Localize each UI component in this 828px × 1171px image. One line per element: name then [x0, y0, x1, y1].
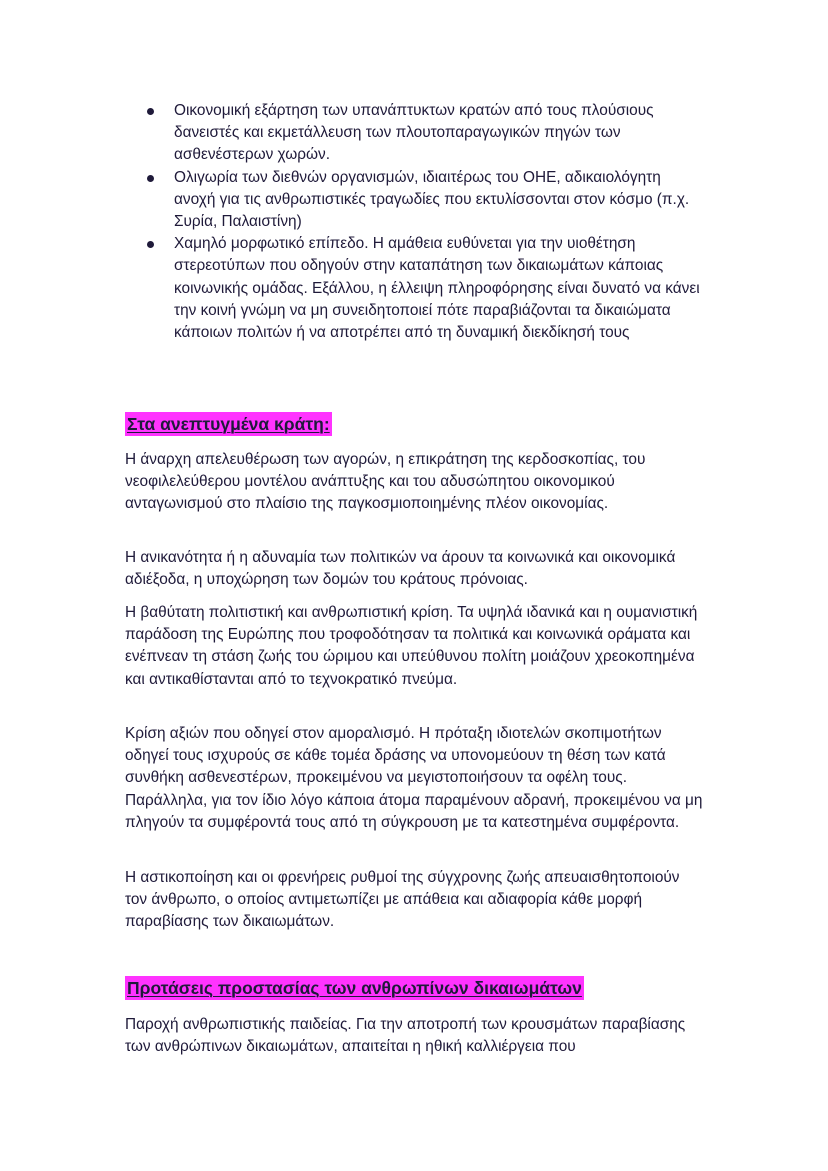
- section-heading-developed-states: Στα ανεπτυγμένα κράτη:: [127, 414, 330, 434]
- list-item: [145, 233, 705, 344]
- list-item: [145, 100, 705, 167]
- bullet-list: [145, 100, 705, 344]
- paragraph: Παροχή ανθρωπιστικής παιδείας. Για την αποτροπή των κρουσμάτων παραβίασης των ανθρώπινων δικαιωμάτων, απαιτείται η ηθική καλλιέργεια που: [125, 1016, 686, 1056]
- list-item-text: Ολιγωρία των διεθνών οργανισμών, ιδιαιτέρως του ΟΗΕ, αδικαιολόγητη ανοχή για τις ανθρωπιστικές τραγωδίες που εκτυλίσσονται στον κόσμο (π.χ. Συρία, Παλαιστίνη): [174, 168, 690, 231]
- paragraph: Η ανικανότητα ή η αδυναμία των πολιτικών να άρουν τα κοινωνικά και οικονομικά αδιέξοδα, η υποχώρηση των δομών του κράτους πρόνοιας.: [125, 549, 676, 589]
- section-heading-protection-proposals: Προτάσεις προστασίας των ανθρωπίνων δικαιωμάτων: [127, 978, 582, 998]
- paragraph: Η αστικοποίηση και οι φρενήρεις ρυθμοί της σύγχρονης ζωής απευαισθητοποιούν τον άνθρωπο, ο οποίος αντιμετωπίζει με απάθεια και αδιαφορία κάθε μορφή παραβίασης των δικαιωμάτων.: [125, 869, 680, 931]
- list-item-text: Οικονομική εξάρτηση των υπανάπτυκτων κρατών από τους πλούσιους δανειστές και εκμετάλλευση των πλουτοπαραγωγικών πηγών των ασθενέστερων χωρών.: [174, 102, 654, 164]
- list-item: [145, 167, 705, 234]
- paragraph: Κρίση αξιών που οδηγεί στον αμοραλισμό. Η πρόταξη ιδιοτελών σκοπιμοτήτων οδηγεί τους ισχυρούς σε κάθε τομέα δράσης να υπονομεύουν τη θέση των κατά συνθήκη ασθενεστέρων, προκειμένου να μεγιστοποιήσουν τα οφέλη τους. Παράλληλα, για τον ίδιο λόγο κάποια άτομα παραμένουν αδρανή, προκειμένου να μη πληγούν τα συμφέροντά τους από τη σύγκρουση με τα κατεστημένα συμφέροντα.: [125, 725, 703, 831]
- bullet-icon: [147, 241, 154, 248]
- paragraph: Η άναρχη απελευθέρωση των αγορών, η επικράτηση της κερδοσκοπίας, του νεοφιλελεύθερου μοντέλου ανάπτυξης και του αδυσώπητου οικονομικού ανταγωνισμού στο πλαίσιο της παγκοσμιοποιημένης πλέον οικονομίας.: [125, 451, 646, 513]
- bullet-icon: [147, 108, 154, 115]
- bullet-icon: [147, 175, 154, 182]
- paragraph: Η βαθύτατη πολιτιστική και ανθρωπιστική κρίση. Τα υψηλά ιδανικά και η ουμανιστική παράδοση της Ευρώπης που τροφοδότησαν τα πολιτικά και κοινωνικά οράματα και ενέπνεαν τη στάση ζωής του ώριμου και υπεύθυνου πολίτη μοιάζουν χρεοκοπημένα και αντικαθίστανται από το τεχνοκρατικό πνεύμα.: [125, 604, 698, 688]
- list-item-text: Χαμηλό μορφωτικό επίπεδο. Η αμάθεια ευθύνεται για την υιοθέτηση στερεοτύπων που οδηγούν στην καταπάτηση των δικαιωμάτων κάποιας κοινωνικής ομάδας. Εξάλλου, η έλλειψη πληροφόρησης είναι δυνατό να κάνει την κοινή γνώμη να μη συνειδητοποιεί πότε παραβιάζονται τα δικαιώματα κάποιων πολιτών ή να αποτρέπει από τη δυναμική διεκδίκησή τους: [174, 235, 700, 342]
